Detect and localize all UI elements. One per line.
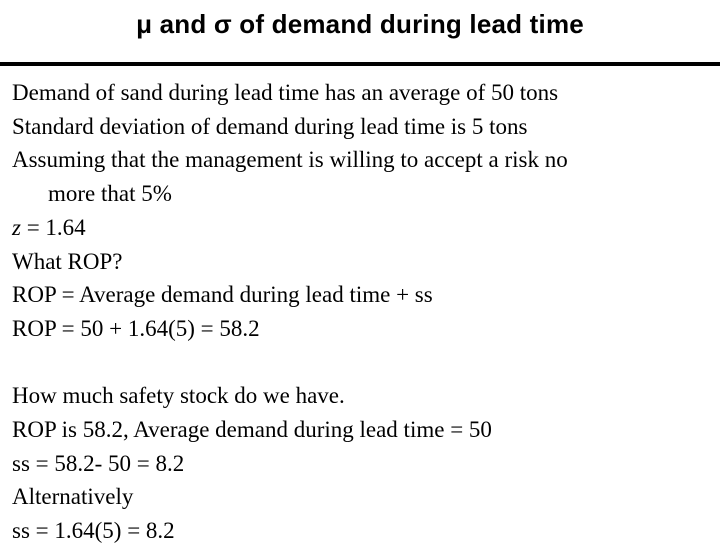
body-line-ss-alt-calc: ss = 1.64(5) = 8.2 — [12, 518, 175, 544]
body-line-risk-assumption: Assuming that the management is willing to accept a risk no — [12, 147, 568, 173]
slide-body — [12, 76, 712, 548]
body-line-std-deviation: Standard deviation of demand during lead time is 5 tons — [12, 113, 528, 139]
body-line-z-value — [12, 211, 712, 245]
body-line-question-rop: What ROP? — [12, 248, 123, 274]
body-line-rop-formula: ROP = Average demand during lead time + ss — [12, 282, 433, 308]
body-line-average-demand: Demand of sand during lead time has an average of 50 tons — [12, 80, 559, 105]
body-line-question-safety-stock: How much safety stock do we have. — [12, 383, 345, 409]
body-line-rop-given: ROP is 58.2, Average demand during lead time = 50 — [12, 417, 492, 443]
blank-spacer — [12, 346, 712, 380]
body-line-alternatively: Alternatively — [12, 484, 134, 510]
z-value: = 1.64 — [20, 214, 86, 240]
body-line-rop-result: ROP = 50 + 1.64(5) = 58.2 — [12, 315, 260, 341]
title-divider — [0, 62, 720, 66]
z-variable: z — [12, 214, 21, 240]
slide-title: μ and σ of demand during lead time — [136, 9, 584, 39]
body-line-risk-assumption-cont: more that 5% — [48, 181, 172, 207]
body-line-ss-calc: ss = 58.2- 50 = 8.2 — [12, 450, 185, 476]
